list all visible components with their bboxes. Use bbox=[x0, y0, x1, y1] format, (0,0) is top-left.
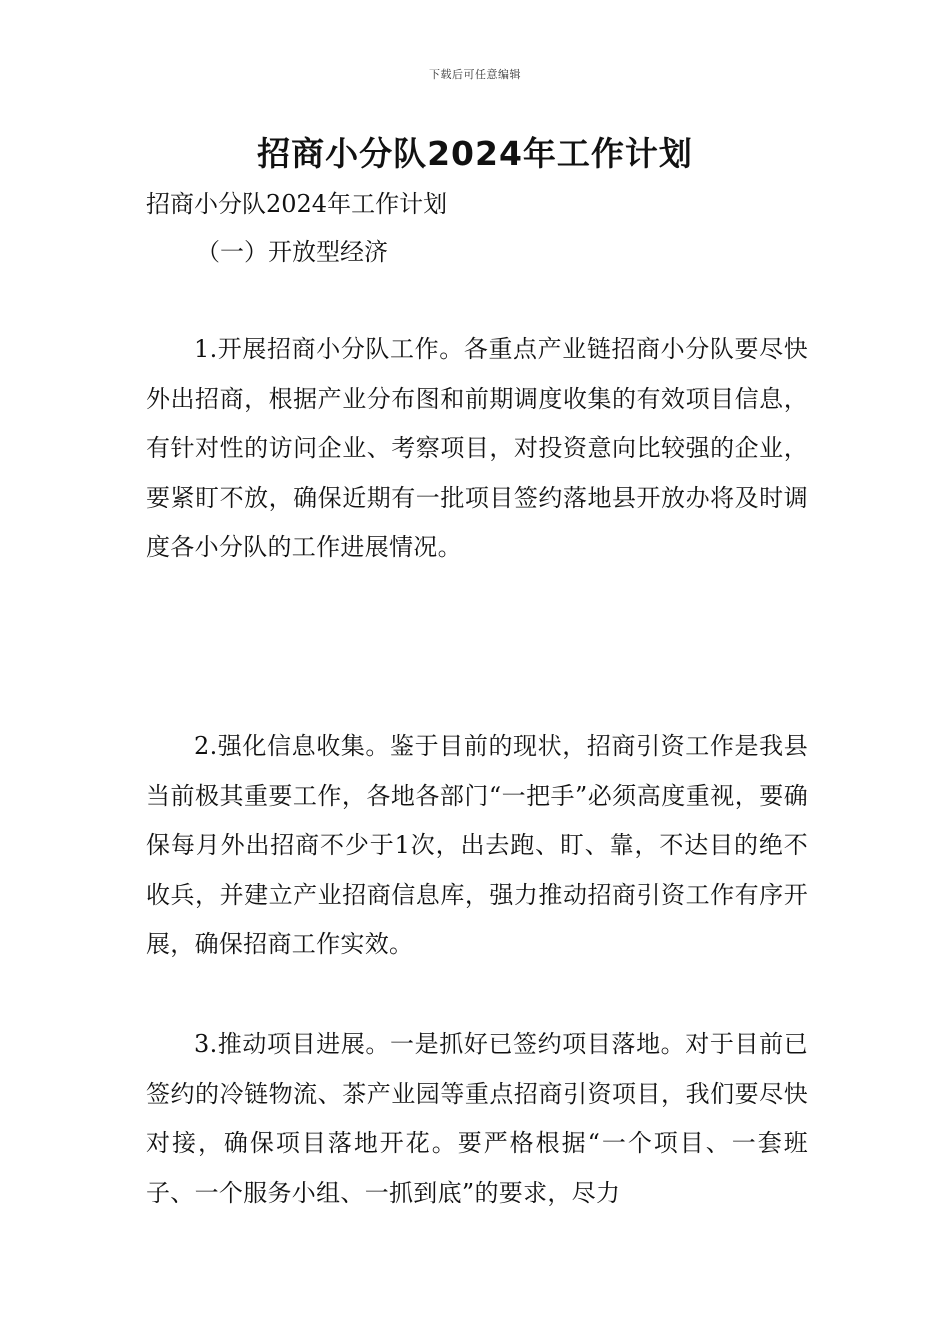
document-title: 招商小分队2024年工作计划 bbox=[257, 134, 693, 173]
section-heading: （一）开放型经济 bbox=[196, 238, 388, 266]
paragraph-1: 1.开展招商小分队工作。各重点产业链招商小分队要尽快外出招商，根据产业分布图和前期调度收集的有效项目信息，有针对性的访问企业、考察项目，对投资意向比较强的企业，要紧盯不放，确保近期有一批项目签约落地县开放办将及时调度各小分队的工作进展情况。 bbox=[146, 335, 808, 561]
paragraph-2: 2.强化信息收集。鉴于目前的现状，招商引资工作是我县当前极其重要工作，各地各部门“一把手”必须高度重视，要确保每月外出招商不少于1次，出去跑、盯、靠，不达目的绝不收兵，并建立产业招商信息库，强力推动招商引资工作有序开展，确保招商工作实效。 bbox=[146, 732, 808, 958]
paragraph-3: 3.推动项目进展。一是抓好已签约项目落地。对于目前已签约的冷链物流、茶产业园等重点招商引资项目，我们要尽快对接，确保项目落地开花。要严格根据“一个项目、一套班子、一个服务小组、一抓到底”的要求，尽力 bbox=[146, 1030, 808, 1207]
header-note: 下载后可任意编辑 bbox=[429, 68, 521, 81]
document-subtitle: 招商小分队2024年工作计划 bbox=[146, 190, 448, 218]
